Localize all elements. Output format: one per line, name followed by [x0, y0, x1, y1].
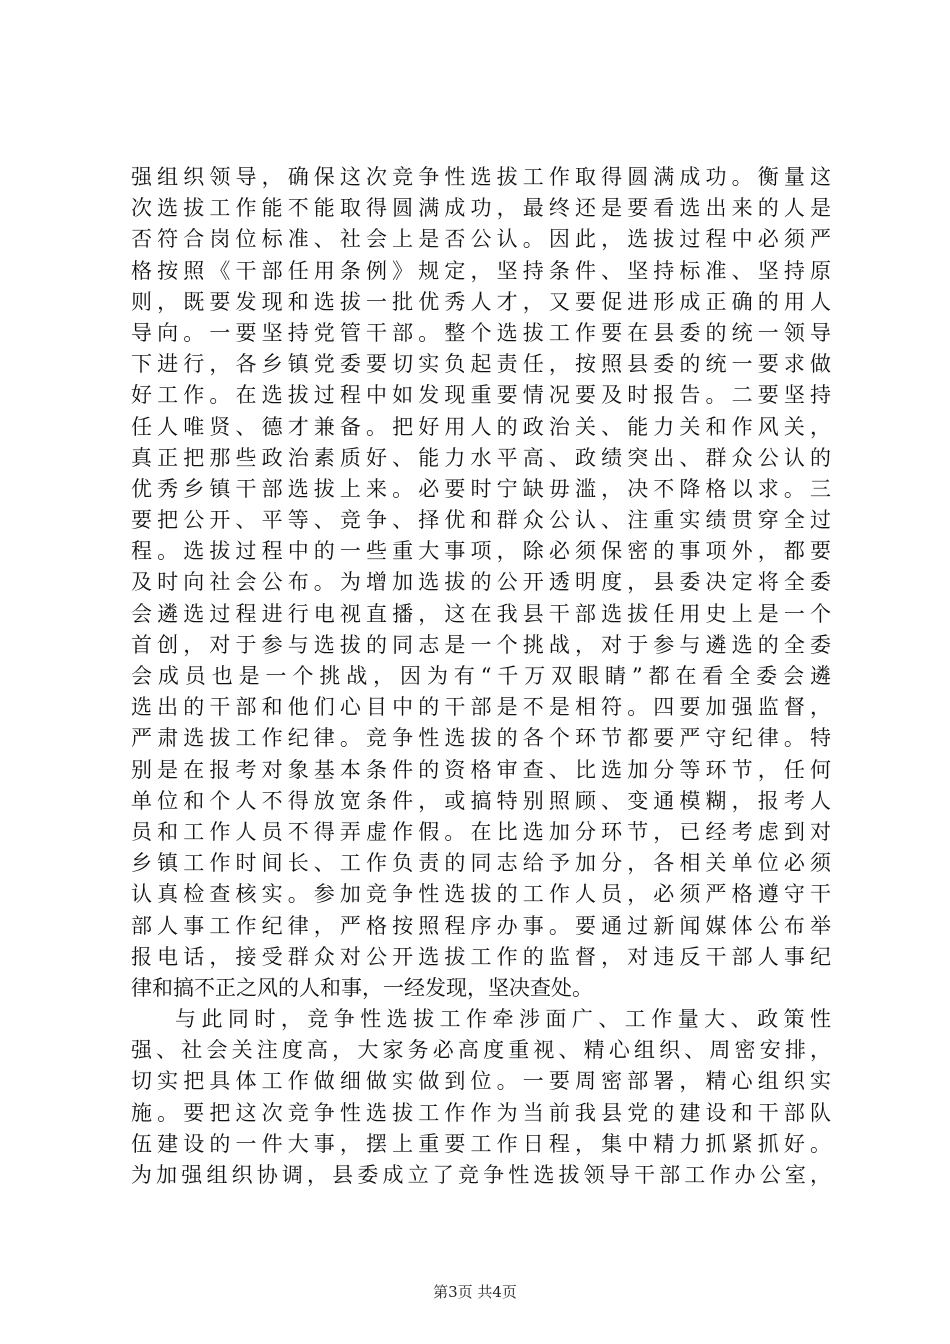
text-line: 施。要把这次竞争性选拔工作作为当前我县党的建设和干部队 [131, 1100, 831, 1125]
text-line: 好工作。在选拔过程中如发现重要情况要及时报告。二要坚持 [131, 383, 831, 408]
text-line: 员和工作人员不得弄虚作假。在比选加分环节，已经考虑到对 [131, 819, 831, 844]
text-line: 导向。一要坚持党管干部。整个选拔工作要在县委的统一领导 [131, 320, 831, 345]
text-line: 伍建设的一件大事，摆上重要工作日程，集中精力抓紧抓好。 [131, 1131, 831, 1156]
text-line: 强组织领导，确保这次竞争性选拔工作取得圆满成功。衡量这 [131, 165, 831, 189]
text-line: 报电话，接受群众对公开选拔工作的监督，对违反干部人事纪 [131, 944, 831, 969]
text-line: 强、社会关注度高，大家务必高度重视、精心组织、周密安排， [131, 1038, 831, 1063]
text-line: 下进行，各乡镇党委要切实负起责任，按照县委的统一要求做 [131, 352, 831, 377]
text-line: 格按照《干部任用条例》规定，坚持条件、坚持标准、坚持原 [131, 258, 831, 283]
text-line: 认真检查核实。参加竞争性选拔的工作人员，必须严格遵守干 [131, 882, 831, 907]
text-line: 优秀乡镇干部选拔上来。必要时宁缺毋滥，决不降格以求。三 [131, 476, 831, 501]
text-line: 单位和个人不得放宽条件，或搞特别照顾、变通模糊，报考人 [131, 788, 831, 813]
text-line: 次选拔工作能不能取得圆满成功，最终还是要看选出来的人是 [131, 196, 831, 221]
text-line: 别是在报考对象基本条件的资格审查、比选加分等环节，任何 [131, 757, 831, 782]
text-line: 及时向社会公布。为增加选拔的公开透明度，县委决定将全委 [131, 570, 831, 595]
text-line: 乡镇工作时间长、工作负责的同志给予加分，各相关单位必须 [131, 851, 831, 876]
text-line: 选出的干部和他们心目中的干部是不是相符。四要加强监督， [131, 695, 831, 720]
text-line: 会遴选过程进行电视直播，这在我县干部选拔任用史上是一个 [131, 601, 831, 626]
text-line: 程。选拔过程中的一些重大事项，除必须保密的事项外，都要 [131, 539, 831, 564]
text-line: 真正把那些政治素质好、能力水平高、政绩突出、群众公认的 [131, 445, 831, 470]
paragraph [131, 162, 831, 1004]
text-line: 首创，对于参与选拔的同志是一个挑战，对于参与遴选的全委 [131, 632, 831, 657]
text-line: 切实把具体工作做细做实做到位。一要周密部署，精心组织实 [131, 1069, 831, 1094]
page-footer: 第3页 共4页 [433, 1283, 517, 1301]
text-line: 任人唯贤、德才兼备。把好用人的政治关、能力关和作风关， [131, 414, 831, 439]
text-line: 要把公开、平等、竞争、择优和群众公认、注重实绩贯穿全过 [131, 508, 831, 533]
text-line: 部人事工作纪律，严格按照程序办事。要通过新闻媒体公布举 [131, 913, 831, 938]
text-line: 与此同时，竞争性选拔工作牵涉面广、工作量大、政策性 [175, 1007, 831, 1032]
document-body [131, 162, 831, 1191]
text-line: 严肃选拔工作纪律。竞争性选拔的各个环节都要严守纪律。特 [131, 726, 831, 751]
paragraph [131, 1004, 831, 1191]
text-line: 否符合岗位标准、社会上是否公认。因此，选拔过程中必须严 [131, 227, 831, 252]
text-line: 则，既要发现和选拔一批优秀人才，又要促进形成正确的用人 [131, 289, 831, 314]
text-line: 律和搞不正之风的人和事，一经发现，坚决查处。 [131, 975, 593, 1000]
text-line: 会成员也是一个挑战，因为有“千万双眼睛”都在看全委会遴 [131, 664, 831, 688]
text-line: 为加强组织协调，县委成立了竞争性选拔领导干部工作办公室， [131, 1163, 831, 1187]
